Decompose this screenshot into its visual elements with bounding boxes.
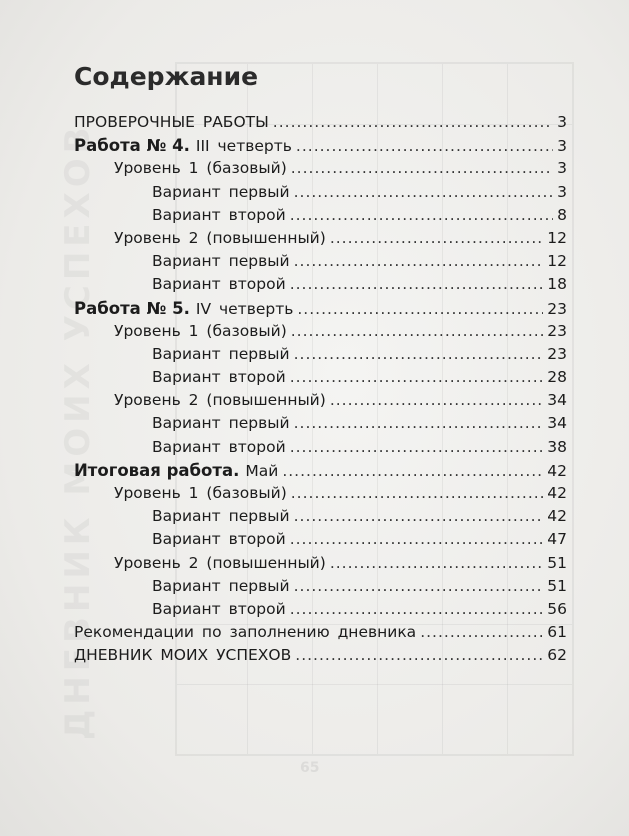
toc-entry[interactable] [74,113,567,136]
toc-entry-label: Май [245,461,279,480]
toc-entry[interactable] [74,206,567,229]
toc-entry-label: Рекомендации по заполнению дневника [74,623,417,642]
leader-dots [291,159,553,177]
toc-page-number: 3 [557,182,567,201]
toc-entry[interactable] [74,507,567,530]
toc-entry-label: Вариант второй [152,599,286,618]
toc-entry-label: Уровень 2 (повышенный) [114,391,326,410]
toc-entry[interactable] [74,530,567,553]
leader-dots [420,623,543,641]
leader-dots [296,137,553,155]
leader-dots [291,322,544,340]
toc-entry[interactable] [74,299,567,322]
toc-entry-label: Вариант первый [152,414,290,433]
leader-dots [282,462,543,480]
toc-entry-label: Уровень 2 (повышенный) [114,228,326,247]
toc-page-number: 34 [547,414,567,433]
toc-entry[interactable] [74,623,567,646]
toc-page-number: 51 [547,553,567,572]
toc-page-number: 62 [547,646,567,665]
leader-dots [273,113,553,131]
toc-entry[interactable] [74,136,567,159]
toc-entry-label: Вариант второй [152,530,286,549]
leader-dots [297,300,543,318]
toc-entry-heading: Работа № 5. [74,298,190,318]
toc-entry[interactable] [74,345,567,368]
toc-entry[interactable] [74,322,567,345]
leader-dots [290,206,553,224]
toc-page-number: 23 [547,344,567,363]
toc-entry[interactable] [74,646,567,669]
toc-page-number: 12 [547,252,567,271]
toc-entry[interactable] [74,484,567,507]
toc-page-number: 42 [547,484,567,502]
leader-dots [294,183,553,201]
toc-entry[interactable] [74,554,567,577]
toc-page-number: 42 [547,507,567,526]
toc-entry-label: Вариант второй [152,275,286,294]
leader-dots [295,646,543,664]
toc-entry[interactable] [74,577,567,600]
toc-page-number: 23 [547,321,567,340]
toc-page-number: 3 [557,159,567,178]
toc-page-number: 12 [547,228,567,247]
toc-entry[interactable] [74,275,567,298]
toc-entry-label: Вариант первый [152,576,290,595]
leader-dots [290,530,544,548]
toc-entry[interactable] [74,368,567,391]
show-through-vertical-title: ДНЕВНИК МОИХ УСПЕХОВ [58,122,98,740]
toc-page-number: 56 [547,599,567,618]
toc-entry-label: Вариант первый [152,182,290,201]
toc-entry-label: IV четверть [195,299,294,318]
leader-dots [291,484,544,502]
toc-entry-label: Уровень 1 (базовый) [114,159,287,178]
toc-entry-label: ДНЕВНИК МОИХ УСПЕХОВ [74,646,292,665]
toc-entry-label: Уровень 1 (базовый) [114,321,287,340]
toc-entry-heading: Итоговая работа. [74,460,240,480]
toc-entry[interactable] [74,183,567,206]
toc-entry[interactable] [74,159,567,182]
leader-dots [294,252,544,270]
toc-page-number: 51 [547,576,567,595]
leader-dots [290,600,544,618]
toc-page-number: 28 [547,368,567,387]
leader-dots [330,391,543,409]
toc-entry-label: ПРОВЕРОЧНЫЕ РАБОТЫ [74,113,269,131]
toc-page-number: 3 [557,113,567,131]
toc-page-number: 8 [557,205,567,224]
toc-entry[interactable] [74,414,567,437]
toc-entry-heading: Работа № 4. [74,136,190,156]
toc-entry[interactable] [74,391,567,414]
leader-dots [330,229,543,247]
toc-entry-label: Вариант первый [152,252,290,271]
leader-dots [290,275,544,293]
leader-dots [294,577,544,595]
leader-dots [290,438,544,456]
leader-dots [294,507,544,525]
toc-entry-label: Уровень 1 (базовый) [114,484,287,502]
leader-dots [294,414,544,432]
toc-page-number: 42 [547,461,567,480]
table-of-contents [74,113,567,670]
toc-entry[interactable] [74,438,567,461]
toc-entry[interactable] [74,600,567,623]
toc-entry-label: Уровень 2 (повышенный) [114,553,326,572]
toc-entry[interactable] [74,461,567,484]
toc-page-number: 38 [547,437,567,456]
toc-entry-label: Вариант второй [152,205,286,224]
leader-dots [330,554,543,572]
toc-entry-label: Вариант первый [152,507,290,526]
show-through-page-number: 65 [300,760,320,776]
toc-page-number: 61 [547,623,567,642]
page-title: Содержание [74,62,259,91]
toc-page-number: 34 [547,391,567,410]
toc-page-number: 47 [547,530,567,549]
toc-entry-label: III четверть [195,137,292,156]
toc-entry[interactable] [74,229,567,252]
toc-entry[interactable] [74,252,567,275]
toc-page-number: 3 [557,137,567,156]
leader-dots [290,368,544,386]
leader-dots [294,345,544,363]
toc-entry-label: Вариант второй [152,437,286,456]
toc-page-number: 23 [547,299,567,318]
toc-page-number: 18 [547,275,567,294]
toc-entry-label: Вариант второй [152,368,286,387]
toc-entry-label: Вариант первый [152,344,290,363]
